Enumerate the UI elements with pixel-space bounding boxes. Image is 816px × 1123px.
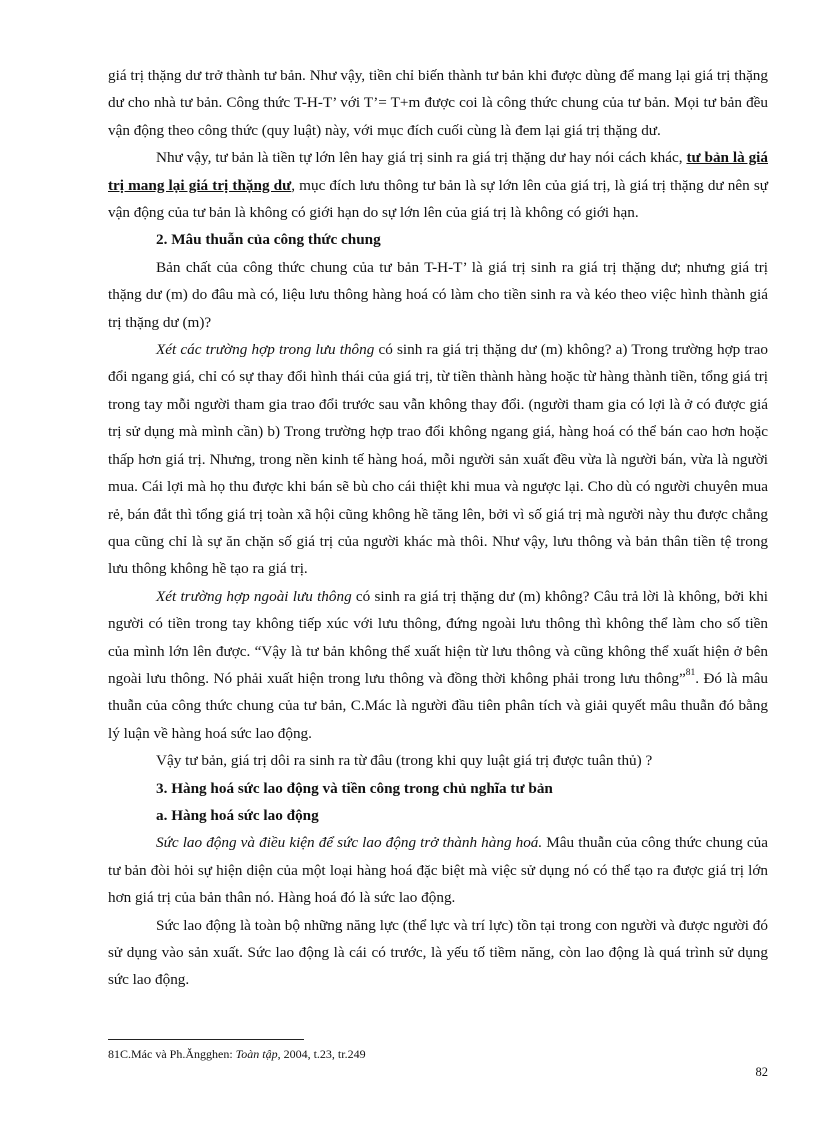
section-heading-3: 3. Hàng hoá sức lao động và tiền công trong chủ nghĩa tư bản (156, 779, 553, 797)
paragraph-4 (108, 336, 768, 583)
emphasis-definition: tư bản là giá trị mang lại giá trị thặng dư (108, 149, 768, 194)
paragraph-4-italic-lead: Xét các trường hợp trong lưu thông (156, 341, 375, 359)
paragraph-7 (108, 829, 768, 911)
footnote-reference: 81 (685, 667, 696, 678)
paragraph-5-after: . Đó là mâu thuẫn của công thức chung của tư bản, C.Mác là người đầu tiên phân tích và giải quyết mâu thuẫn đó bằng lý luận về hàng hoá sức lao động. (108, 669, 768, 742)
paragraph-8: Sức lao động là toàn bộ những năng lực (thể lực và trí lực) tồn tại trong con người và được người đó sử dụng vào sản xuất. Sức lao động là cái có trước, là yếu tố tiềm năng, còn lao động là quá trình sử dụng sức lao động. (108, 916, 768, 989)
footnote-work-title: Toàn tập (235, 1047, 278, 1061)
footnote-number: 81 (108, 1047, 120, 1061)
paragraph-5-italic-lead: Xét trường hợp ngoài lưu thông (156, 587, 352, 605)
paragraph-5-text: có sinh ra giá trị thặng dư (m) không? Câu trả lời là không, bởi khi người có tiền trong tay không tiếp xúc với lưu thông, đứng ngoài lưu thông thì không thể làm cho số tiền của mình lớn lên được. “Vậy là tư bản không thể xuất hiện từ lưu thông và cũng không thể xuất hiện ở bên ngoài lưu thông. Nó phải xuất hiện trong lưu thông và đồng thời không phải trong lưu thông” (108, 587, 769, 687)
paragraph-2 (108, 144, 768, 226)
footnote-text-end: , 2004, t.23, tr.249 (277, 1047, 366, 1061)
footnote-divider (108, 1039, 304, 1040)
paragraph-4-text: có sinh ra giá trị thặng dư (m) không? a) Trong trường hợp trao đổi ngang giá, chỉ có sự thay đổi hình thái của giá trị, từ tiền thành hàng hoặc từ hàng thành tiền, tổng giá trị trong tay mỗi người tham gia trao đổi trước sau vẫn không thay đổi. (người tham gia có lợi là ở có được giá trị sử dụng mà mình cần) b) Trong trường hợp trao đổi không ngang giá, hàng hoá có thể bán cao hơn hoặc thấp hơn giá trị. Nhưng, trong nền kinh tế hàng hoá, mỗi người sản xuất đều vừa là người bán, vừa là người mua. Cái lợi mà họ thu được khi bán sẽ bù cho cái thiệt khi mua và ngược lại. Cho dù có người chuyên mua rẻ, bán đắt thì tổng giá trị toàn xã hội cũng không hề tăng lên, bởi vì số giá trị mà người này thu được chẳng qua cũng chỉ là sự ăn chặn số giá trị của người khác mà thôi. Như vậy, lưu thông và bản thân tiền tệ trong lưu thông không hề tạo ra giá trị. (108, 341, 768, 578)
paragraph-2-start: Như vậy, tư bản là tiền tự lớn lên hay giá trị sinh ra giá trị thặng dư hay nói cách khác, (156, 149, 687, 167)
footnote-text-start: C.Mác và Ph.Ăngghen: (120, 1047, 236, 1061)
paragraph-6: Vậy tư bản, giá trị dôi ra sinh ra từ đâu (trong khi quy luật giá trị được tuân thủ) ? (156, 752, 653, 770)
footnote (108, 1046, 708, 1062)
paragraph-1: giá trị thặng dư trở thành tư bản. Như vậy, tiền chỉ biến thành tư bản khi được dùng để mang lại giá trị thặng dư cho nhà tư bản. Công thức T-H-T’ với T’= T+m được coi là công thức chung của tư bản. Mọi tư bản đều vận động theo công thức (quy luật) này, với mục đích cuối cùng là đem lại giá trị thặng dư. (108, 67, 768, 139)
subsection-heading-a: a. Hàng hoá sức lao động (156, 806, 319, 824)
paragraph-5 (108, 583, 768, 747)
paragraph-2-end: , mục đích lưu thông tư bản là sự lớn lên của giá trị, là giá trị thặng dư nên sự vận động của tư bản là không có giới hạn do sự lớn lên của giá trị là không có giới hạn. (108, 176, 768, 222)
section-heading-2: 2. Mâu thuẫn của công thức chung (156, 231, 381, 249)
page-number: 82 (755, 1065, 768, 1079)
paragraph-3: Bản chất của công thức chung của tư bản T-H-T’ là giá trị sinh ra giá trị thặng dư; nhưng giá trị thặng dư (m) do đâu mà có, liệu lưu thông hàng hoá có làm cho tiền sinh ra và kéo theo việc hình thành giá trị thặng dư (m)? (108, 258, 768, 331)
paragraph-7-italic-lead: Sức lao động và điều kiện để sức lao động trở thành hàng hoá. (156, 834, 543, 852)
body-text (108, 62, 768, 994)
paragraph-7-text: Mâu thuẫn của công thức chung của tư bản đòi hỏi sự hiện diện của một loại hàng hoá đặc biệt mà việc sử dụng nó có thể tạo ra được giá trị lớn hơn giá trị của bản thân nó. Hàng hoá đó là sức lao động. (108, 834, 768, 907)
